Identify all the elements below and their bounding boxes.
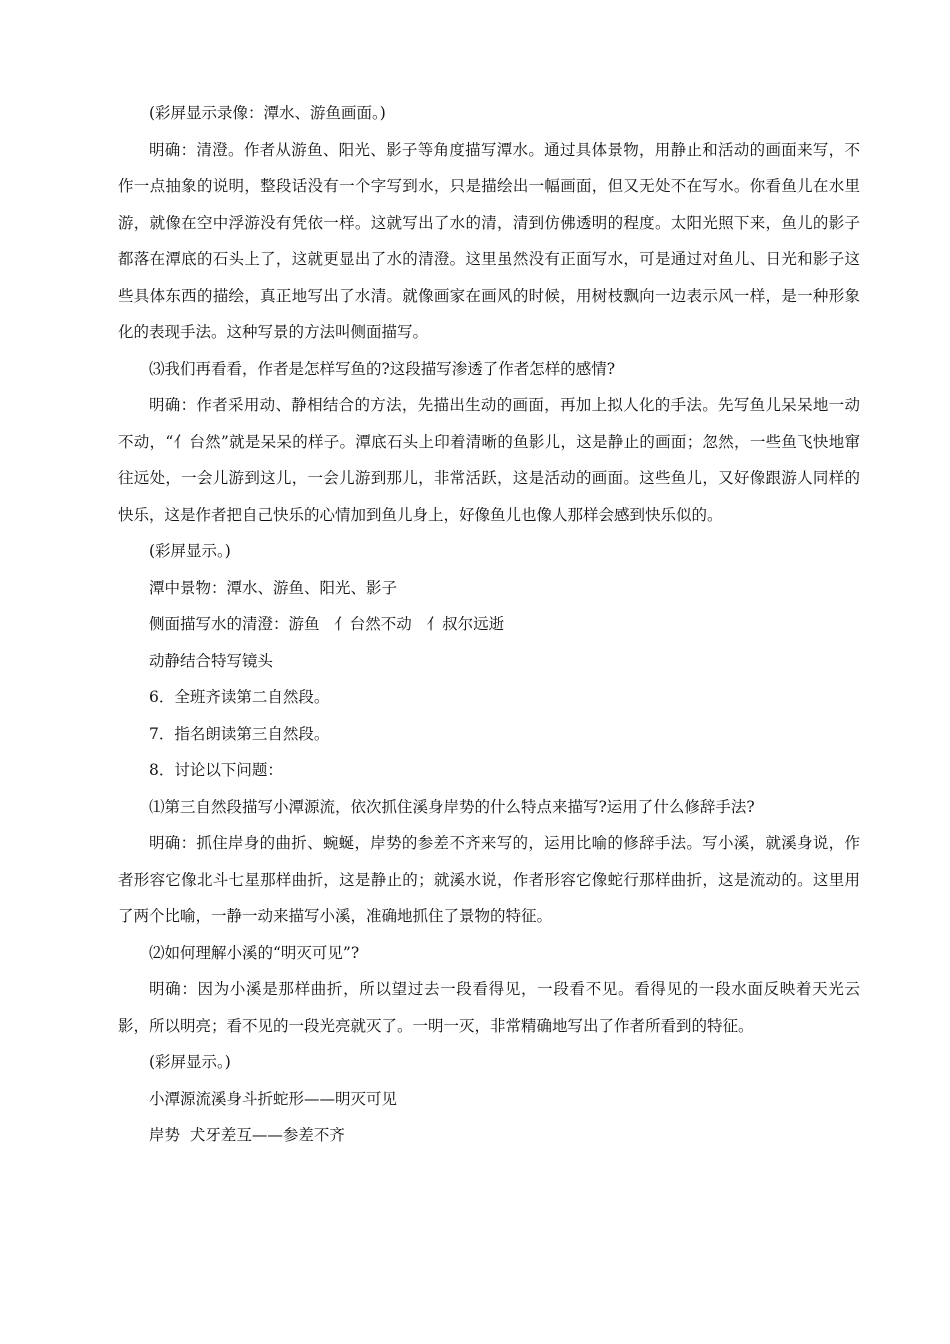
document-body [118, 95, 860, 1154]
summary-line: 小潭源流溪身斗折蛇形——明灭可见 [149, 1089, 398, 1108]
step-line: 8．讨论以下问题： [149, 761, 283, 779]
summary-line: 侧面描写水的清澄：游鱼 亻台然不动 亻叔尔远逝 [149, 615, 505, 633]
summary-line: 潭中景物：潭水、游鱼、阳光、影子 [149, 578, 398, 597]
summary-line: 动静结合特写镜头 [149, 651, 274, 670]
step-line: 6．全班齐读第二自然段。 [149, 688, 330, 706]
answer-paragraph: 明确：清澄。作者从游鱼、阳光、影子等角度描写潭水。通过具体景物，用静止和活动的画面来写，不作一点抽象的说明，整段话没有一个字写到水，只是描绘出一幅画面，但又无处不在写水。你看鱼儿在水里游，就像在空中浮游没有凭依一样。这就写出了水的清，清到仿佛透明的程度。太阳光照下来，鱼儿的影子都落在潭底的石头上了，这就更显出了水的清澄。这里虽然没有正面写水，可是通过对鱼儿、日光和影子这些具体东西的描绘，真正地写出了水清。就像画家在画风的时候，用树枝飘向一边表示风一样，是一种形象化的表现手法。这种写景的方法叫侧面描写。 [118, 140, 860, 341]
answer-paragraph: 明确：因为小溪是那样曲折，所以望过去一段看得见，一段看不见。看得见的一段水面反映着天光云影，所以明亮；看不见的一段光亮就灭了。一明一灭，非常精确地写出了作者所看到的特征。 [118, 980, 860, 1035]
screen-note-line: (彩屏显示。) [149, 542, 231, 560]
question-paragraph: ⑵如何理解小溪的“明灭可见”? [149, 943, 360, 962]
screen-note-paragraph: (彩屏显示录像：潭水、游鱼画面。) [149, 104, 386, 122]
question-paragraph: ⑴第三自然段描写小潭源流，依次抓住溪身岸势的什么特点来描写?运用了什么修辞手法? [149, 797, 755, 816]
summary-line: 岸势 犬牙差互——参差不齐 [149, 1126, 345, 1144]
screen-note-line: (彩屏显示。) [149, 1053, 231, 1071]
answer-paragraph: 明确：作者采用动、静相结合的方法，先描出生动的画面，再加上拟人化的手法。先写鱼儿呆呆地一动不动，“亻台然”就是呆呆的样子。潭底石头上印着清晰的鱼影儿，这是静止的画面；忽然，一些鱼飞快地窜往远处，一会儿游到这儿，一会儿游到那儿，非常活跃，这是活动的画面。这些鱼儿，又好像跟游人同样的快乐，这是作者把自己快乐的心情加到鱼儿身上，好像鱼儿也像人那样会感到快乐似的。 [118, 396, 860, 524]
step-line: 7．指名朗读第三自然段。 [149, 724, 330, 743]
answer-paragraph: 明确：抓住岸身的曲折、蜿蜒，岸势的参差不齐来写的，运用比喻的修辞手法。写小溪，就溪身说，作者形容它像北斗七星那样曲折，这是静止的；就溪水说，作者形容它像蛇行那样曲折，这是流动的。这里用了两个比喻，一静一动来描写小溪，准确地抓住了景物的特征。 [118, 834, 860, 925]
question-paragraph: ⑶我们再看看，作者是怎样写鱼的?这段描写渗透了作者怎样的感情? [149, 359, 616, 378]
